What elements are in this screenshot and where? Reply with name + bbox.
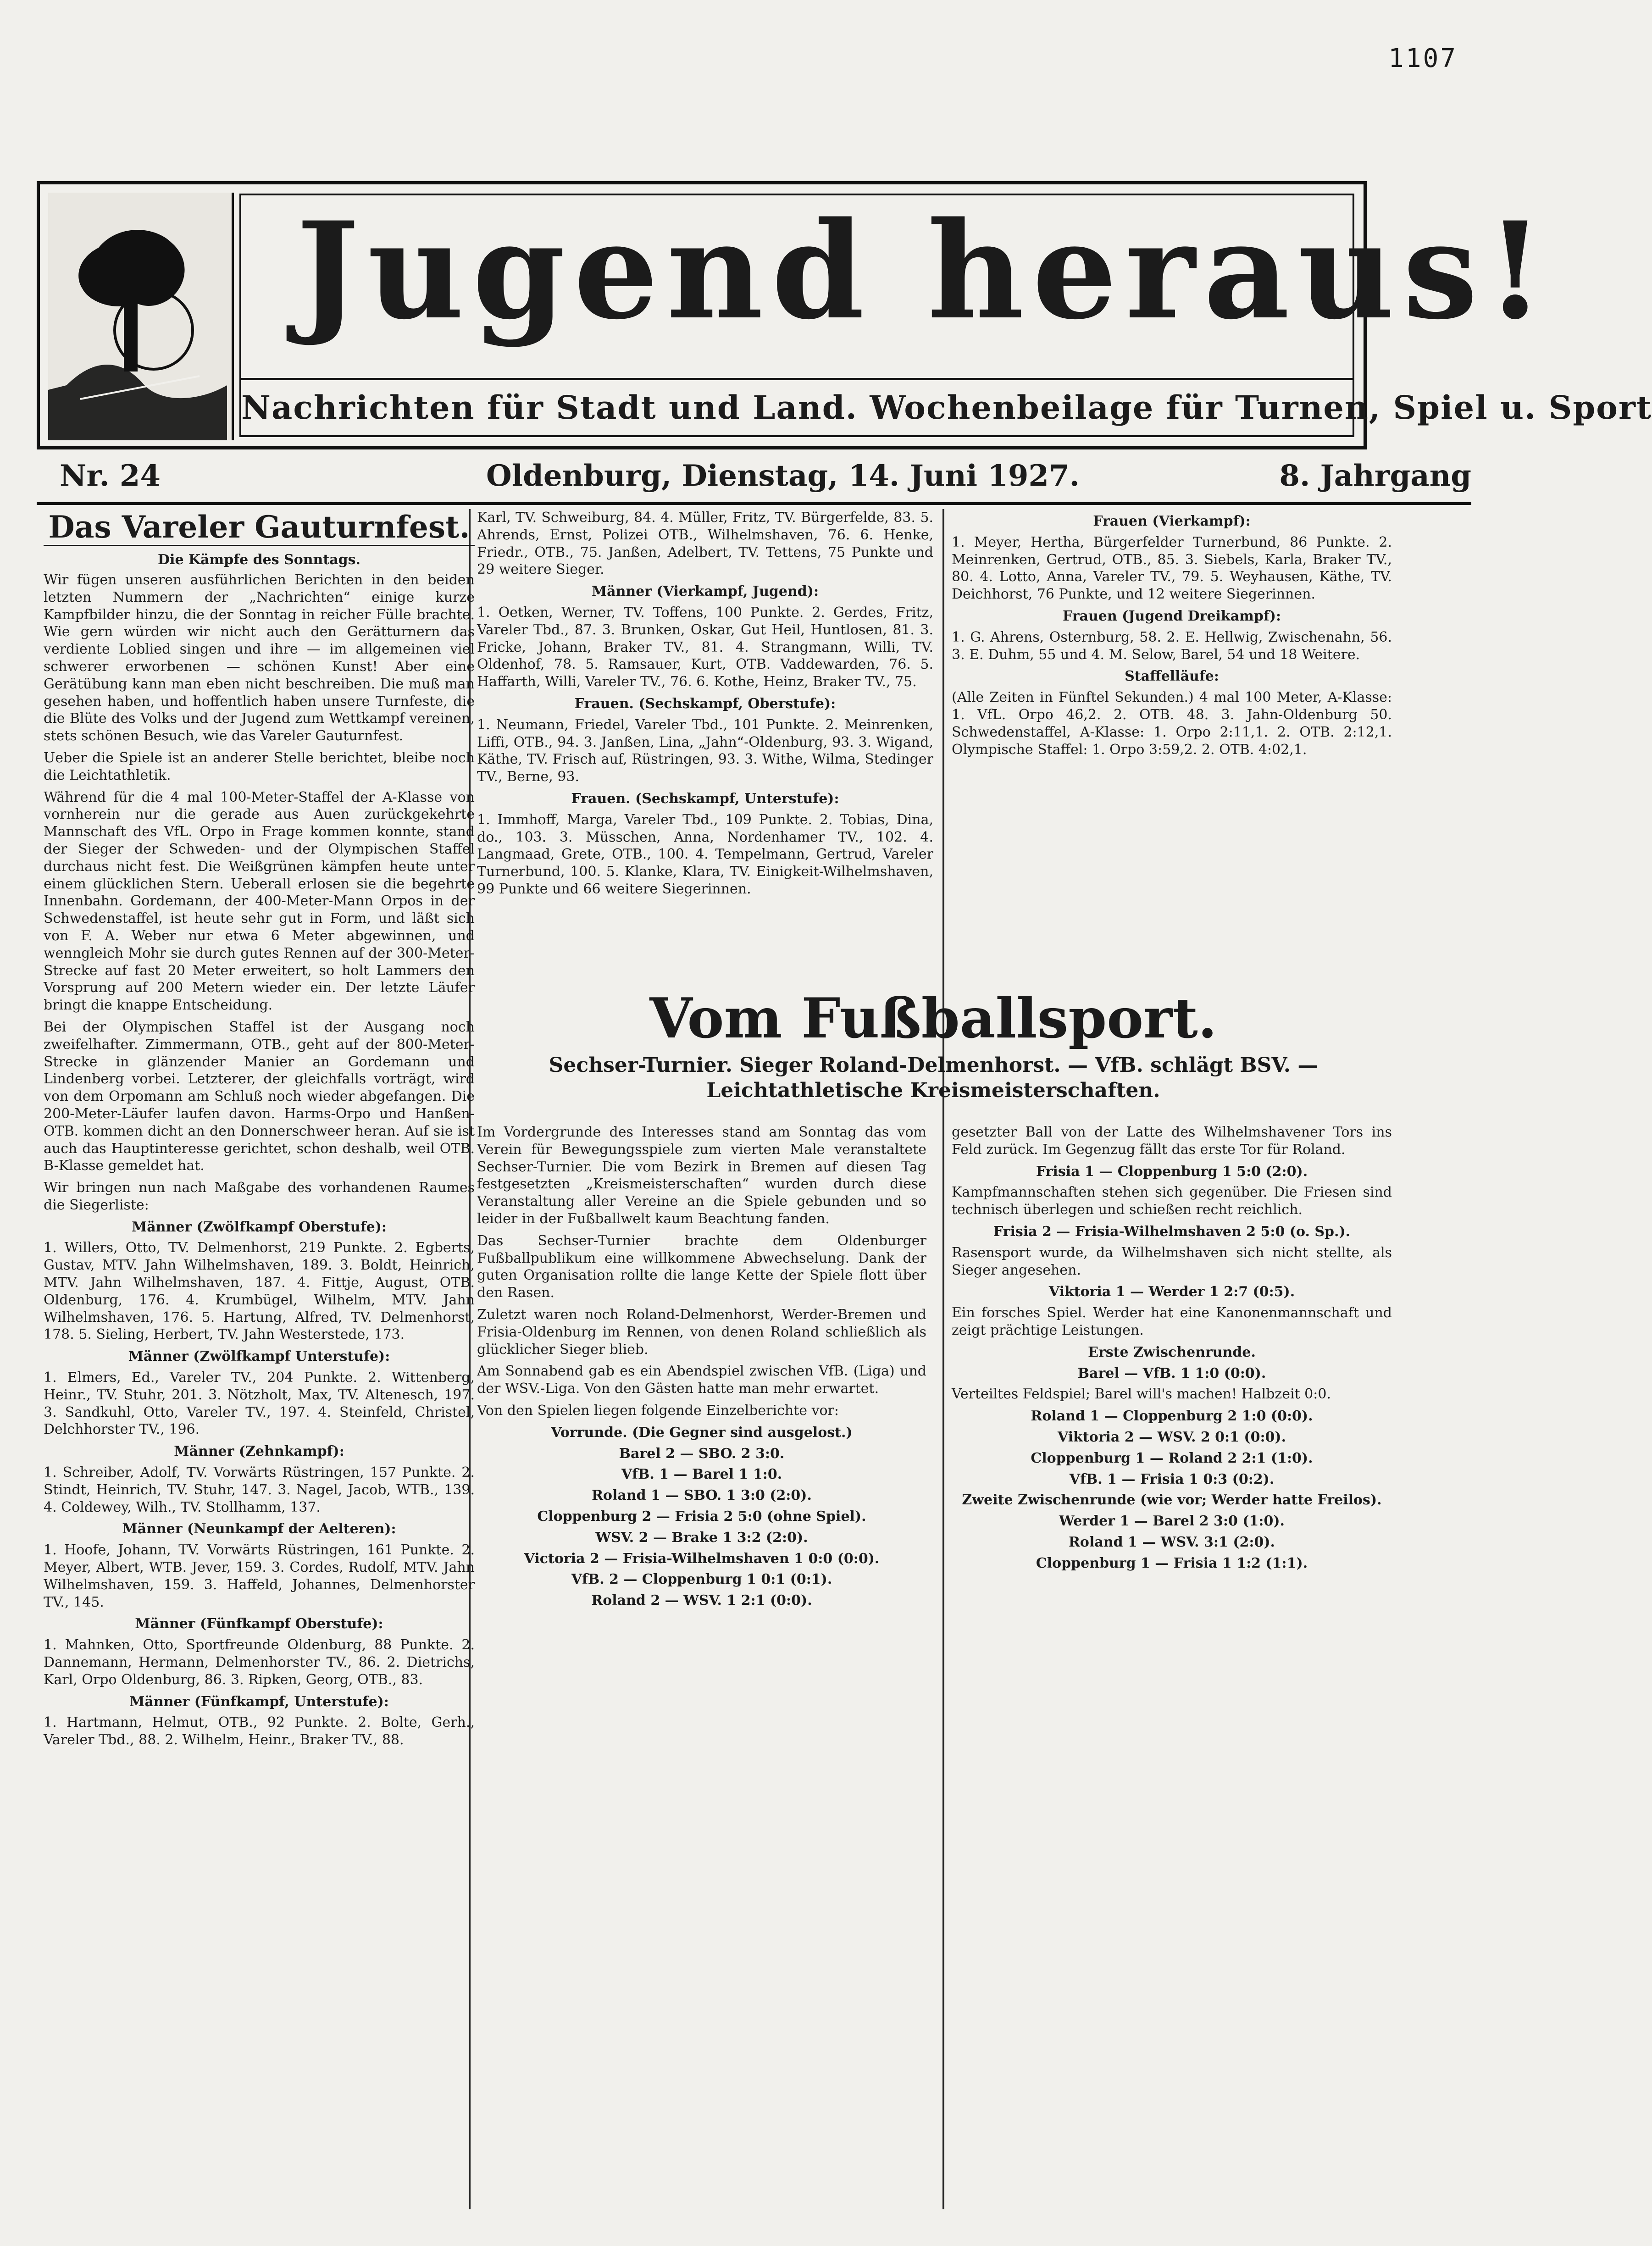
list-heading: Frauen (Jugend Dreikampf):	[1062, 608, 1281, 624]
issue-number: Nr. 24	[60, 459, 161, 493]
match-result: Cloppenburg 1 — Frisia 1 1:2 (1:1).	[1036, 1555, 1308, 1571]
list-text: 1. Immhoff, Marga, Vareler Tbd., 109 Punkte. 2. Tobias, Dina, do., 103. 3. Müsschen, Anna, Nordenhamer TV., 102. 4. Langmaad, Grete, OTB., 100. 4. Tempelmann, Gertrud, Vareler Turnerbund, 100. 5. Klanke, Klara, TV. Einigkeit-Wilhelmshaven, 99 Punkte und 66 weitere Siegerinnen.	[477, 811, 933, 897]
list-heading: Männer (Zehnkampf):	[174, 1443, 344, 1460]
list-text: 1. Elmers, Ed., Vareler TV., 204 Punkte. 2. Wittenberg, Heinr., TV. Stuhr, 201. 3. Nötzholt, Max, TV. Altenesch, 197. 3. Sandkuhl, Otto, Vareler TV., 197. 4. Steinfeld, Christel, Delchhorster TV., 196.	[44, 1370, 475, 1438]
list-heading: Männer (Zwölfkampf Unterstufe):	[128, 1348, 390, 1365]
paragraph: Am Sonnabend gab es ein Abendspiel zwischen VfB. (Liga) und der WSV.-Liga. Von den Gästen hatte man mehr erwartet.	[477, 1363, 926, 1397]
paragraph: Karl, TV. Schweiburg, 84. 4. Müller, Fritz, TV. Bürgerfelde, 83. 5. Ahrends, Ernst, Polizei OTB., Wilhelmshaven, 76. 6. Henke, Friedr., OTB., 75. Janßen, Adelbert, TV. Tettens, 75 Punkte und 29 weitere Sieger.	[477, 510, 933, 578]
paragraph: Rasensport wurde, da Wilhelmshaven sich nicht stellte, als Sieger angesehen.	[952, 1244, 1392, 1278]
list-text: 1. Hartmann, Helmut, OTB., 92 Punkte. 2. Bolte, Gerh., Vareler Tbd., 88. 2. Wilhelm, Heinr., Braker TV., 88.	[44, 1714, 475, 1748]
issue-place-date: Oldenburg, Dienstag, 14. Juni 1927.	[486, 459, 1080, 493]
article-subtitle: Die Kämpfe des Sonntags.	[158, 552, 360, 568]
match-result: Roland 2 — WSV. 1 2:1 (0:0).	[591, 1592, 812, 1609]
match-result: Barel — VfB. 1 1:0 (0:0).	[1077, 1365, 1266, 1381]
match-result: Cloppenburg 2 — Frisia 2 5:0 (ohne Spiel).	[537, 1508, 866, 1525]
list-heading: Männer (Zwölfkampf Oberstufe):	[132, 1219, 387, 1235]
list-text: 1. Oetken, Werner, TV. Toffens, 100 Punkte. 2. Gerdes, Fritz, Vareler Tbd., 87. 3. Brunken, Oskar, Gut Heil, Huntlosen, 81. 3. Fricke, Johann, Braker TV., 81. 4. Strangmann, Willi, TV. Oldenhof, 78. 5. Ramsauer, Kurt, OTB. Vaddewarden, 76. 5. Haffarth, Willi, Vareler TV., 76. 6. Kothe, Heinz, Braker TV., 75.	[477, 604, 933, 690]
list-heading: Frauen. (Sechskampf, Oberstufe):	[574, 695, 836, 712]
list-text: 1. Willers, Otto, TV. Delmenhorst, 219 Punkte. 2. Egberts, Gustav, MTV. Jahn Wilhelmshaven, 189. 3. Boldt, Heinrich, MTV. Jahn Wilhelmshaven, 187. 4. Fittje, August, OTB. Oldenburg, 176. 4. Krumbügel, Wilhelm, MTV. Jahn Wilhelmshaven, 176. 5. Hartung, Alfred, TV. Delmenhorst, 178. 5. Sieling, Herbert, TV. Jahn Westerstede, 173.	[44, 1240, 475, 1343]
match-result: Vorrunde. (Die Gegner sind ausgelost.)	[551, 1424, 853, 1441]
match-result: Roland 1 — SBO. 1 3:0 (2:0).	[592, 1487, 812, 1504]
match-result: Zweite Zwischenrunde (wie vor; Werder hatte Freilos).	[962, 1492, 1382, 1508]
sports-column-right	[952, 1124, 1392, 1576]
list-heading: Staffelläufe:	[1125, 668, 1219, 685]
match-result: Victoria 2 — Frisia-Wilhelmshaven 1 0:0 (0:0).	[524, 1550, 880, 1567]
match-result: Werder 1 — Barel 2 3:0 (1:0).	[1059, 1513, 1285, 1530]
paragraph: Zuletzt waren noch Roland-Delmenhorst, Werder-Bremen und Frisia-Oldenburg im Rennen, von denen Roland schließlich als glücklicher Sieger blieb.	[477, 1306, 926, 1358]
paragraph: Wir bringen nun nach Maßgabe des vorhandenen Raumes die Siegerliste:	[44, 1180, 475, 1213]
masthead-illustration	[48, 193, 234, 440]
list-text: 1. Schreiber, Adolf, TV. Vorwärts Rüstringen, 157 Punkte. 2. Stindt, Heinrich, TV. Stuhr, 147. 3. Nagel, Jacob, WTB., 139. 4. Coldewey, Wilh., TV. Stollhamm, 137.	[44, 1464, 475, 1515]
sports-title: Vom Fußballsport.	[649, 986, 1217, 1051]
results-body	[952, 513, 1392, 758]
results-middle	[477, 509, 933, 903]
paragraph: Das Sechser-Turnier brachte dem Oldenburger Fußballpublikum eine willkommene Abwechselung. Dank der guten Organisation rollte die lange Kette der Spiele flott über den Rasen.	[477, 1232, 926, 1301]
paragraph: Ueber die Spiele ist an anderer Stelle berichtet, bleibe noch die Leichtathletik.	[44, 749, 475, 783]
list-text: (Alle Zeiten in Fünftel Sekunden.) 4 mal 100 Meter, A-Klasse: 1. VfL. Orpo 46,2. 2. OTB. 48. 3. Jahn-Oldenburg 50. Schwedenstaffel, A-Klasse: 1. Orpo 2:11,1. 2. OTB. 2:12,1. Olympische Staffel: 1. Orpo 3:59,2. 2. OTB. 4:02,1.	[952, 689, 1392, 758]
paragraph: Ein forsches Spiel. Werder hat eine Kanonenmannschaft und zeigt prächtige Leistungen.	[952, 1305, 1392, 1338]
paragraph: Im Vordergrunde des Interesses stand am Sonntag das vom Verein für Bewegungsspiele zum vierten Male veranstaltete Sechser-Turnier. Die vom Bezirk in Bremen auf diesen Tag festgesetzten „Kreismeisterschaften“ wurden durch diese Veranstaltung aller Vereine an die Spiele gebunden und so leider in der Fußballwelt kaum Beachtung fanden.	[477, 1124, 926, 1227]
paragraph: gesetzter Ball von der Latte des Wilhelmshavener Tors ins Feld zurück. Im Gegenzug fällt das erste Tor für Roland.	[952, 1124, 1392, 1158]
results-right	[952, 509, 1392, 763]
match-result: Barel 2 — SBO. 2 3:0.	[619, 1445, 785, 1462]
page-number: 1107	[1388, 44, 1458, 73]
masthead-frame	[239, 193, 1652, 437]
list-text: 1. Meyer, Hertha, Bürgerfelder Turnerbund, 86 Punkte. 2. Meinrenken, Gertrud, OTB., 85. 3. Siebels, Karla, Braker TV., 80. 4. Lotto, Anna, Vareler TV., 79. 5. Weyhausen, Käthe, TV. Deichhorst, 76 Punkte, und 12 weitere Siegerinnen.	[952, 534, 1392, 603]
match-result: Roland 1 — WSV. 3:1 (2:0).	[1069, 1534, 1275, 1550]
list-text: 1. Hoofe, Johann, TV. Vorwärts Rüstringen, 161 Punkte. 2. Meyer, Albert, WTB. Jever, 159. 3. Cordes, Rudolf, MTV. Jahn Wilhelmshaven, 159. 3. Haffeld, Johannes, Delmenhorster TV., 145.	[44, 1542, 475, 1610]
match-result: Viktoria 1 — Werder 1 2:7 (0:5).	[1048, 1284, 1295, 1300]
paragraph: Kampfmannschaften stehen sich gegenüber. Die Friesen sind technisch überlegen und schießen recht reichlich.	[952, 1184, 1392, 1218]
issue-volume: 8. Jahrgang	[1279, 459, 1471, 493]
list-heading: Frauen. (Sechskampf, Unterstufe):	[571, 790, 839, 807]
match-result: WSV. 2 — Brake 1 3:2 (2:0).	[595, 1529, 808, 1546]
match-result: VfB. 2 — Cloppenburg 1 0:1 (0:1).	[571, 1571, 832, 1588]
column-rule	[942, 509, 944, 2209]
results-body	[477, 509, 933, 898]
masthead	[37, 181, 1652, 449]
sports-subtitle: Sechser-Turnier. Sieger Roland-Delmenhorst. — VfB. schlägt BSV. — Leichtathletische Kreismeisterschaften.	[549, 1054, 1318, 1102]
list-heading: Frauen (Vierkampf):	[1093, 513, 1251, 529]
list-text: 1. Neumann, Friedel, Vareler Tbd., 101 Punkte. 2. Meinrenken, Liffi, OTB., 94. 3. Janßen, Lina, „Jahn“-Oldenburg, 93. 3. Wigand, Käthe, TV. Frisch auf, Rüstringen, 93. 3. Withe, Wilma, Stedinger TV., Berne, 93.	[477, 716, 933, 785]
match-result: Erste Zwischenrunde.	[1088, 1344, 1256, 1360]
list-text: 1. Mahnken, Otto, Sportfreunde Oldenburg, 88 Punkte. 2. Dannemann, Hermann, Delmenhorster TV., 86. 2. Dietrichs, Karl, Orpo Oldenburg, 86. 3. Ripken, Georg, OTB., 83.	[44, 1637, 475, 1688]
paragraph: Wir fügen unseren ausführlichen Berichten in den beiden letzten Nummern der „Nachrichten“ einige kurze Kampfbilder hinzu, die der Sonntag in reicher Fülle brachte. Wie gern würden wir nicht auch den Gerätturnern das verdiente Loblied singen und ihre — im allgemeinen viel schwerer erworbenen — schönen Kunst! Aber eine Gerätübung kann man eben nicht beschreiben. Die muß man gesehen haben, und hoffentlich haben unsere Turnfeste, die die Blüte des Volks und der Jugend zum Wettkampf vereinen, stets schönen Besuch, wie das Vareler Gauturnfest.	[44, 572, 475, 744]
sports-column-left	[477, 1124, 926, 1613]
paragraph: Bei der Olympischen Staffel ist der Ausgang noch zweifelhafter. Zimmermann, OTB., geht auf der 800-Meter-Strecke in glänzender Manier an Gordemann und Lindenberg vorbei. Letzterer, der gleichfalls vorträgt, wird von dem Orpomann am Schluß noch wieder abgefangen. Die 200-Meter-Läufer laufen davon. Harms-Orpo und Hanßen-OTB. kommen dicht an den Donnerschweer heran. Auf sie ist auch das Hauptinteresse gerichtet, schon deshalb, weil OTB. B-Klasse gemeldet hat.	[44, 1019, 475, 1174]
match-result: Frisia 1 — Cloppenburg 1 5:0 (2:0).	[1036, 1163, 1308, 1180]
newspaper-subtitle: Nachrichten für Stadt und Land. Wochenbeilage für Turnen, Spiel u. Sport	[241, 378, 1353, 435]
match-result: VfB. 1 — Frisia 1 0:3 (0:2).	[1069, 1471, 1275, 1487]
article-body	[44, 571, 475, 1749]
article-gauturnfest	[44, 509, 475, 1753]
issue-bar	[37, 459, 1471, 505]
match-result: VfB. 1 — Barel 1 1:0.	[621, 1466, 782, 1483]
list-heading: Männer (Fünfkampf, Unterstufe):	[129, 1693, 389, 1710]
match-result: Frisia 2 — Frisia-Wilhelmshaven 2 5:0 (o. Sp.).	[993, 1223, 1351, 1240]
match-result: Roland 1 — Cloppenburg 2 1:0 (0:0).	[1031, 1408, 1313, 1425]
article-title: Das Vareler Gauturnfest.	[44, 509, 475, 546]
paragraph: Verteiltes Feldspiel; Barel will's machen! Halbzeit 0:0.	[952, 1386, 1331, 1403]
match-result: Cloppenburg 1 — Roland 2 2:1 (1:0).	[1031, 1450, 1313, 1466]
list-text: 1. G. Ahrens, Osternburg, 58. 2. E. Hellwig, Zwischenahn, 56. 3. E. Duhm, 55 und 4. M. Selow, Barel, 54 und 18 Weitere.	[952, 629, 1392, 663]
newspaper-title: Jugend heraus!	[296, 193, 1553, 349]
paragraph: Von den Spielen liegen folgende Einzelberichte vor:	[477, 1402, 839, 1419]
list-heading: Männer (Neunkampf der Aelteren):	[122, 1521, 396, 1537]
list-heading: Männer (Vierkampf, Jugend):	[591, 583, 819, 600]
match-result: Viktoria 2 — WSV. 2 0:1 (0:0).	[1057, 1429, 1286, 1445]
paragraph: Während für die 4 mal 100-Meter-Staffel der A-Klasse von vornherein nur die gerade aus Auen zurückgekehrte Mannschaft des VfL. Orpo in Frage kommen konnte, stand der Sieger der Schweden- und der Olympischen Staffel durchaus nicht fest. Die Weißgrünen kämpfen heute unter einem glücklichen Stern. Ueberall erlosen sie die begehrte Innenbahn. Gordemann, der 400-Meter-Mann Orpos in der Schwedenstaffel, ist heute sehr gut in Form, und läßt sich von F. A. Weber nur etwa 6 Meter abgewinnen, und wenngleich Mohr sie durch gutes Rennen auf der 300-Meter-Strecke auf fast 20 Meter erweitert, so holt Lammers den Vorsprung auf 200 Metern wieder ein. Der letzte Läufer bringt die knappe Entscheidung.	[44, 789, 475, 1014]
list-heading: Männer (Fünfkampf Oberstufe):	[135, 1616, 383, 1632]
